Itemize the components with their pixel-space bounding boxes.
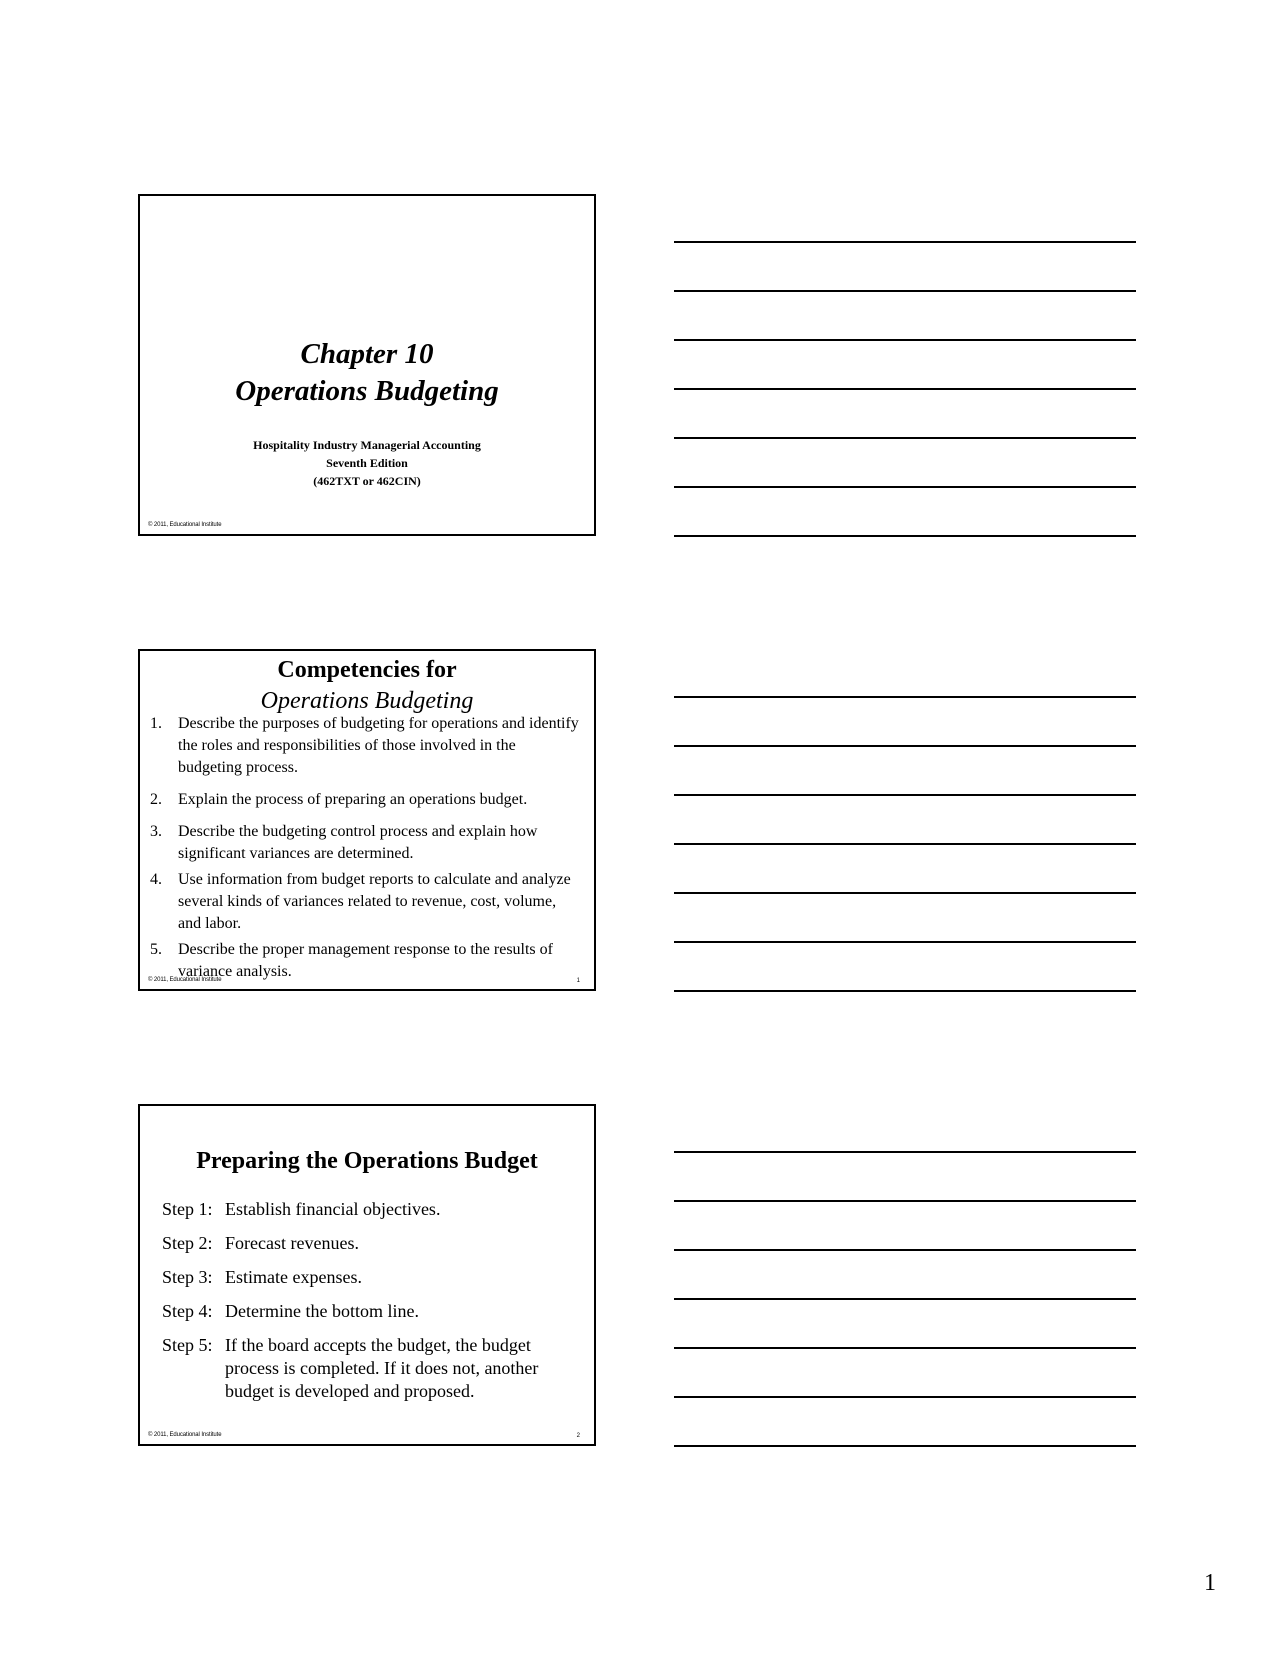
page-number: 1 <box>1204 1570 1216 1596</box>
note-line <box>674 1249 1136 1251</box>
slide-number: 2 <box>576 1433 580 1439</box>
list-item <box>162 1232 580 1255</box>
step-text: If the board accepts the budget, the budget process is completed. If it does not, another budget is developed and proposed. <box>225 1335 539 1401</box>
note-line <box>674 696 1136 698</box>
item-text: Explain the process of preparing an operations budget. <box>178 791 528 808</box>
step-list <box>162 1198 580 1414</box>
slide-title <box>140 655 594 717</box>
title-line-2: Operations Budgeting <box>235 375 499 407</box>
slide-title-chapter-10 <box>138 194 596 536</box>
note-line <box>674 1151 1136 1153</box>
list-item <box>162 1266 580 1289</box>
step-label: Step 2: <box>162 1233 213 1253</box>
list-item <box>162 1198 580 1221</box>
item-text: Describe the proper management response to the results of variance analysis. <box>178 941 553 980</box>
title-line-2: Operations Budgeting <box>260 688 474 714</box>
item-number: 3. <box>150 823 162 840</box>
note-line <box>674 241 1136 243</box>
note-line <box>674 1445 1136 1447</box>
slide-copyright: © 2011, Educational Institute <box>148 522 222 528</box>
list-item <box>162 1334 580 1403</box>
step-label: Step 4: <box>162 1301 213 1321</box>
title-line-1: Competencies for <box>277 657 457 683</box>
slide-number: 1 <box>576 978 580 984</box>
slide-title: Preparing the Operations Budget <box>196 1148 538 1174</box>
note-line <box>674 339 1136 341</box>
note-line <box>674 941 1136 943</box>
list-item <box>162 1300 580 1323</box>
slide-competencies <box>138 649 596 991</box>
step-text: Establish financial objectives. <box>225 1199 441 1219</box>
note-line <box>674 1200 1136 1202</box>
note-line <box>674 290 1136 292</box>
note-line <box>674 1396 1136 1398</box>
note-line <box>674 1298 1136 1300</box>
note-line <box>674 535 1136 537</box>
note-line <box>674 794 1136 796</box>
step-label: Step 5: <box>162 1335 213 1355</box>
note-line <box>674 745 1136 747</box>
slide-preparing-budget <box>138 1104 596 1446</box>
note-line <box>674 437 1136 439</box>
list-item <box>150 713 582 779</box>
slide-copyright: © 2011, Educational Institute <box>148 977 222 983</box>
item-number: 5. <box>150 941 162 958</box>
slide-copyright: © 2011, Educational Institute <box>148 1432 222 1438</box>
item-text: Describe the budgeting control process and explain how significant variances are determined. <box>178 823 538 862</box>
step-label: Step 1: <box>162 1199 213 1219</box>
note-line <box>674 990 1136 992</box>
list-item <box>150 869 582 935</box>
item-text: Use information from budget reports to calculate and analyze several kinds of variances related to revenue, cost, volume, and labor. <box>178 871 571 932</box>
step-text: Determine the bottom line. <box>225 1301 419 1321</box>
competency-list <box>150 713 582 983</box>
note-line <box>674 892 1136 894</box>
note-line <box>674 486 1136 488</box>
slide-subtitle <box>140 436 594 490</box>
item-number: 2. <box>150 791 162 808</box>
item-text: Describe the purposes of budgeting for operations and identify the roles and responsibilities of those involved in the budgeting process. <box>178 715 579 776</box>
step-text: Forecast revenues. <box>225 1233 359 1253</box>
list-item <box>150 821 582 865</box>
step-label: Step 3: <box>162 1267 213 1287</box>
title-line-1: Chapter 10 <box>300 338 434 370</box>
list-item <box>150 789 582 811</box>
course-codes: (462TXT or 462CIN) <box>313 474 421 488</box>
item-number: 4. <box>150 871 162 888</box>
item-number: 1. <box>150 715 162 732</box>
edition: Seventh Edition <box>326 456 408 470</box>
note-line <box>674 388 1136 390</box>
note-line <box>674 1347 1136 1349</box>
note-line <box>674 843 1136 845</box>
book-title: Hospitality Industry Managerial Accounting <box>253 438 481 452</box>
step-text: Estimate expenses. <box>225 1267 362 1287</box>
slide-title <box>140 336 594 410</box>
